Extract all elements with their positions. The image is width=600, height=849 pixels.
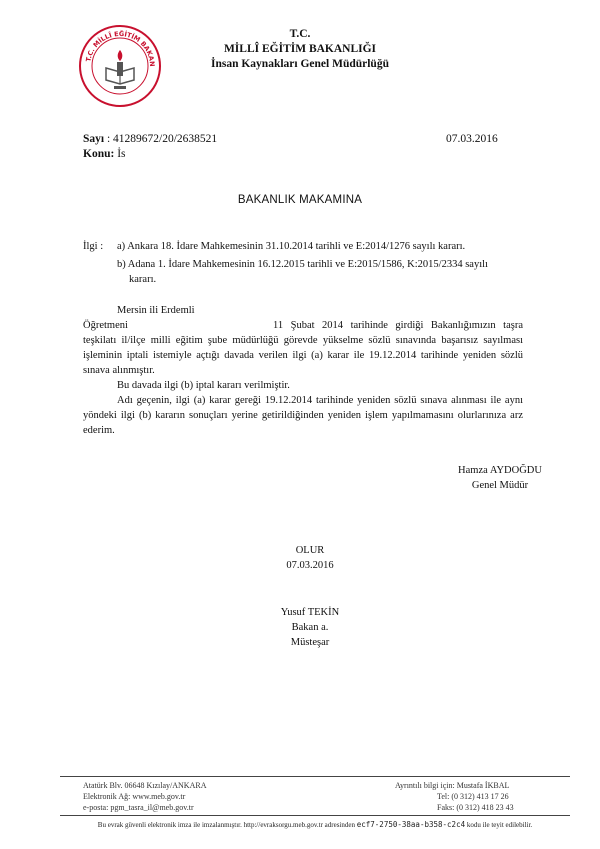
footer-email: e-posta: pgm_tasra_il@meb.gov.tr [83, 803, 194, 812]
verification-code: ecf7-2750-38aa-b358-c2c4 [356, 820, 466, 829]
body-p1-line2-right: 11 Şubat 2014 tarihinde girdiği Bakanlığımızın taşra [273, 320, 523, 331]
body-p3: Adı geçenin, ilgi (a) karar gereği 19.12.2014 tarihinde yeniden sözlü sınava alınması ile aynı yöndeki ilgi (b) kararın sonuçları yerine getirildiğinden yeniden işlem yapılmamasını olurlarınıza arz ederim. [83, 395, 523, 436]
olur-label: OLUR [295, 545, 325, 556]
verification-text: Bu evrak güvenli elektronik imza ile imzalanmıştır. http://evraksorgu.meb.gov.tr adresinden [97, 821, 355, 829]
sayi-value: : 41289672/20/2638521 [106, 133, 218, 145]
document-date: 07.03.2016 [446, 133, 498, 145]
footer-tel: Tel: (0 312) 413 17 26 [437, 792, 509, 801]
footer-divider-2 [60, 815, 570, 816]
footer-fax: Faks: (0 312) 418 23 43 [437, 803, 514, 812]
ilgi-b-cont: kararı. [129, 274, 157, 285]
ilgi-a: a) Ankara 18. İdare Mahkemesinin 31.10.2014 tarihli ve E:2014/1276 sayılı kararı. [117, 241, 466, 252]
sayi-line [83, 132, 217, 147]
sayi-label: Sayı [83, 133, 105, 145]
footer-address: Atatürk Blv. 06648 Kızılay/ANKARA [83, 781, 207, 790]
signer1-title: Genel Müdür [471, 480, 529, 491]
footer-contact: Ayrıntılı bilgi için: Mustafa İKBAL [395, 781, 510, 790]
header-ministry: MİLLÎ EĞİTİM BAKANLIĞI [223, 43, 377, 55]
olur-date: 07.03.2016 [286, 560, 334, 571]
body-p1-line1: Mersin ili Erdemli [117, 305, 195, 316]
body-p2: Bu davada ilgi (b) iptal kararı verilmiştir. [117, 380, 290, 391]
ilgi-b: b) Adana 1. İdare Mahkemesinin 16.12.2015 tarihli ve E:2015/1586, K:2015/2334 sayılı [117, 259, 488, 270]
footer-divider [60, 776, 570, 777]
header-tc: T.C. [289, 28, 311, 40]
addressee-title: BAKANLIK MAKAMINA [237, 194, 363, 206]
konu-value: İs [117, 148, 126, 160]
body-p1-line2-left: Öğretmeni [83, 320, 128, 331]
footer-network: Elektronik Ağ: www.meb.gov.tr [83, 792, 186, 801]
signer1-name: Hamza AYDOĞDU [458, 465, 542, 476]
body-p1-rest: teşkilatı il/ilçe milli eğitim şube müdürlüğü görevde yükselme sözlü sınavında başarısız sayılması işleminin iptali istemiyle açtığı davada verilen ilgi (a) karar ile 19.12.2014 tarihinde yeniden sözlü sınava alınmıştır. [83, 335, 523, 376]
verification-note [60, 820, 570, 829]
signer2-name: Yusuf TEKİN [280, 607, 340, 618]
ilgi-label: İlgi : [83, 241, 104, 252]
konu-label: Konu: [83, 148, 115, 160]
svg-text:T.C. MİLLÎ EĞİTİM BAKANLIĞI: T.C. MİLLÎ EĞİTİM BAKAN [84, 29, 157, 67]
header-department: İnsan Kaynakları Genel Müdürlüğü [211, 58, 389, 70]
signer2-line2: Bakan a. [291, 622, 329, 633]
konu-line [83, 147, 126, 162]
signer2-line3: Müsteşar [290, 637, 330, 648]
verification-suffix: kodu ile teyit edilebilir. [466, 821, 533, 829]
